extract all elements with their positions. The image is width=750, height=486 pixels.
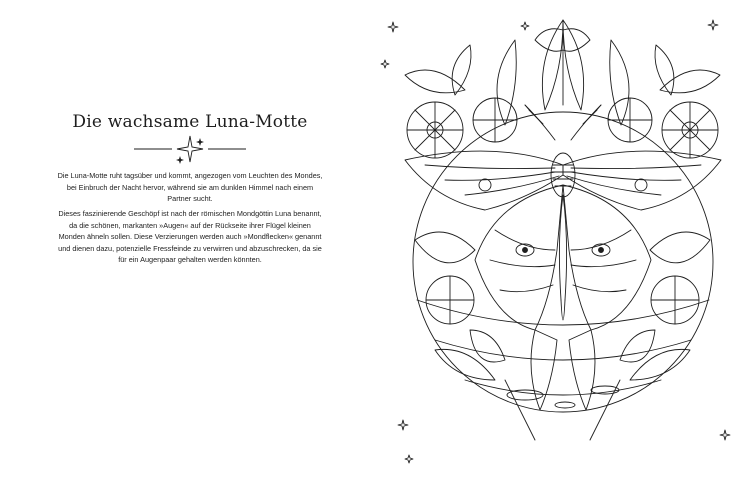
intro-paragraph: Die Luna-Motte ruht tagsüber und kommt, angezogen vom Leuchten des Mondes, bei Einbruch der Nacht hervor, während sie am dunklen Himmel nach einem Partner sucht.: [57, 171, 323, 203]
moth: [405, 105, 721, 410]
page-title: Die wachsame Luna-Motte: [72, 112, 308, 132]
description-paragraph: Dieses faszinierende Geschöpf ist nach der römischen Mondgöttin Luna benannt, da die schönen, markanten »Augen« auf der Rückseite ihrer Flügel kleinen Monden ähneln sollen. Diese Verzierungen werden auch »Mondflecken« genannt und dienen dazu, potenzielle Fressfeinde zu verwirren und abzuschrecken, da sie für ein Augenpaar gehalten werden könnten.: [58, 209, 322, 264]
star-divider-icon: [120, 134, 260, 166]
luna-moth-illustration: [375, 0, 750, 486]
right-page: [375, 0, 750, 486]
top-foliage: [405, 20, 720, 158]
lower-foliage: [415, 232, 710, 440]
star-icons: [381, 20, 730, 463]
